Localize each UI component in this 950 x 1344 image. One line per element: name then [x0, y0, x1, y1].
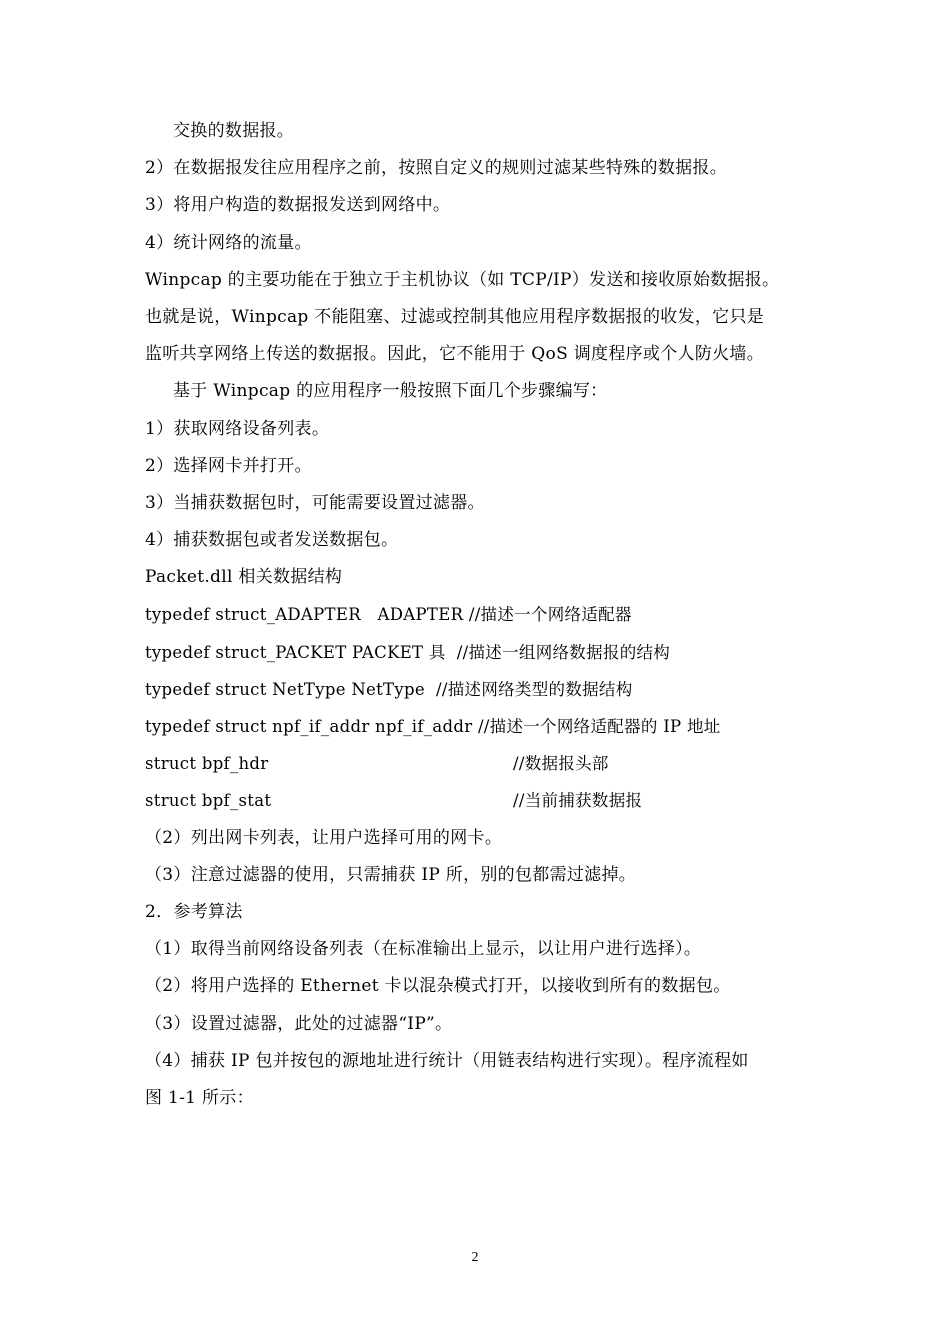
- list-item: 3）当捕获数据包时，可能需要设置过滤器。: [145, 492, 485, 513]
- list-item: （4）捕获 IP 包并按包的源地址进行统计（用链表结构进行实现）。程序流程如: [145, 1050, 749, 1071]
- code-line: [145, 596, 815, 633]
- code-declaration: struct bpf_stat: [145, 791, 272, 811]
- code-comment: //描述网络类型的数据结构: [436, 679, 633, 699]
- code-comment: //描述一个网络适配器的 IP 地址: [477, 717, 721, 736]
- paragraph-line: 也就是说，Winpcap 不能阻塞、过滤或控制其他应用程序数据报的收发，它只是: [145, 306, 765, 327]
- paragraph-line: 基于 Winpcap 的应用程序一般按照下面几个步骤编写：: [173, 381, 608, 402]
- code-comment: //描述一个网络适配器: [468, 605, 632, 625]
- code-line: [145, 634, 815, 671]
- code-line: [145, 708, 815, 745]
- code-comment: //当前捕获数据报: [513, 791, 643, 811]
- section-heading: 2．参考算法: [145, 901, 243, 922]
- list-item: （2）列出网卡列表，让用户选择可用的网卡。: [145, 827, 503, 848]
- code-line: [145, 782, 815, 819]
- list-item: （1）取得当前网络设备列表（在标准输出上显示，以让用户进行选择）。: [145, 939, 702, 960]
- list-item: 1）获取网络设备列表。: [145, 418, 330, 439]
- code-comment: //数据报头部: [513, 754, 609, 774]
- paragraph-line: Winpcap 的主要功能在于独立于主机协议（如 TCP/IP）发送和接收原始数据报。: [145, 269, 780, 290]
- list-item: （3）设置过滤器，此处的过滤器“IP”。: [145, 1013, 453, 1034]
- list-item: 4）统计网络的流量。: [145, 232, 312, 253]
- list-item: 4）捕获数据包或者发送数据包。: [145, 530, 399, 551]
- code-comment: //描述一组网络数据报的结构: [456, 642, 671, 662]
- list-item: （2）将用户选择的 Ethernet 卡以混杂模式打开，以接收到所有的数据包。: [145, 976, 731, 997]
- document-body: [145, 113, 815, 1117]
- paragraph-line: 交换的数据报。: [173, 121, 295, 141]
- paragraph-line: 监听共享网络上传送的数据报。因此，它不能用于 QoS 调度程序或个人防火墙。: [145, 344, 765, 365]
- list-item: 2）选择网卡并打开。: [145, 455, 312, 476]
- page-number: 2: [471, 1250, 479, 1265]
- section-heading: Packet.dll 相关数据结构: [145, 567, 343, 588]
- code-declaration: typedef struct_ADAPTER ADAPTER: [145, 605, 469, 625]
- code-declaration: struct bpf_hdr: [145, 754, 269, 774]
- code-declaration: typedef struct NetType NetType: [145, 679, 436, 699]
- code-line: [145, 671, 815, 708]
- paragraph-line: 图 1-1 所示：: [145, 1087, 254, 1108]
- code-declaration: typedef struct_PACKET PACKET 具: [145, 642, 457, 662]
- list-item: 3）将用户构造的数据报发送到网络中。: [145, 195, 451, 216]
- code-line: [145, 745, 815, 782]
- code-declaration: typedef struct npf_if_addr npf_if_addr: [145, 717, 478, 736]
- list-item: （3）注意过滤器的使用，只需捕获 IP 所，别的包都需过滤掉。: [145, 864, 637, 885]
- list-item: 2）在数据报发往应用程序之前，按照自定义的规则过滤某些特殊的数据报。: [145, 158, 728, 179]
